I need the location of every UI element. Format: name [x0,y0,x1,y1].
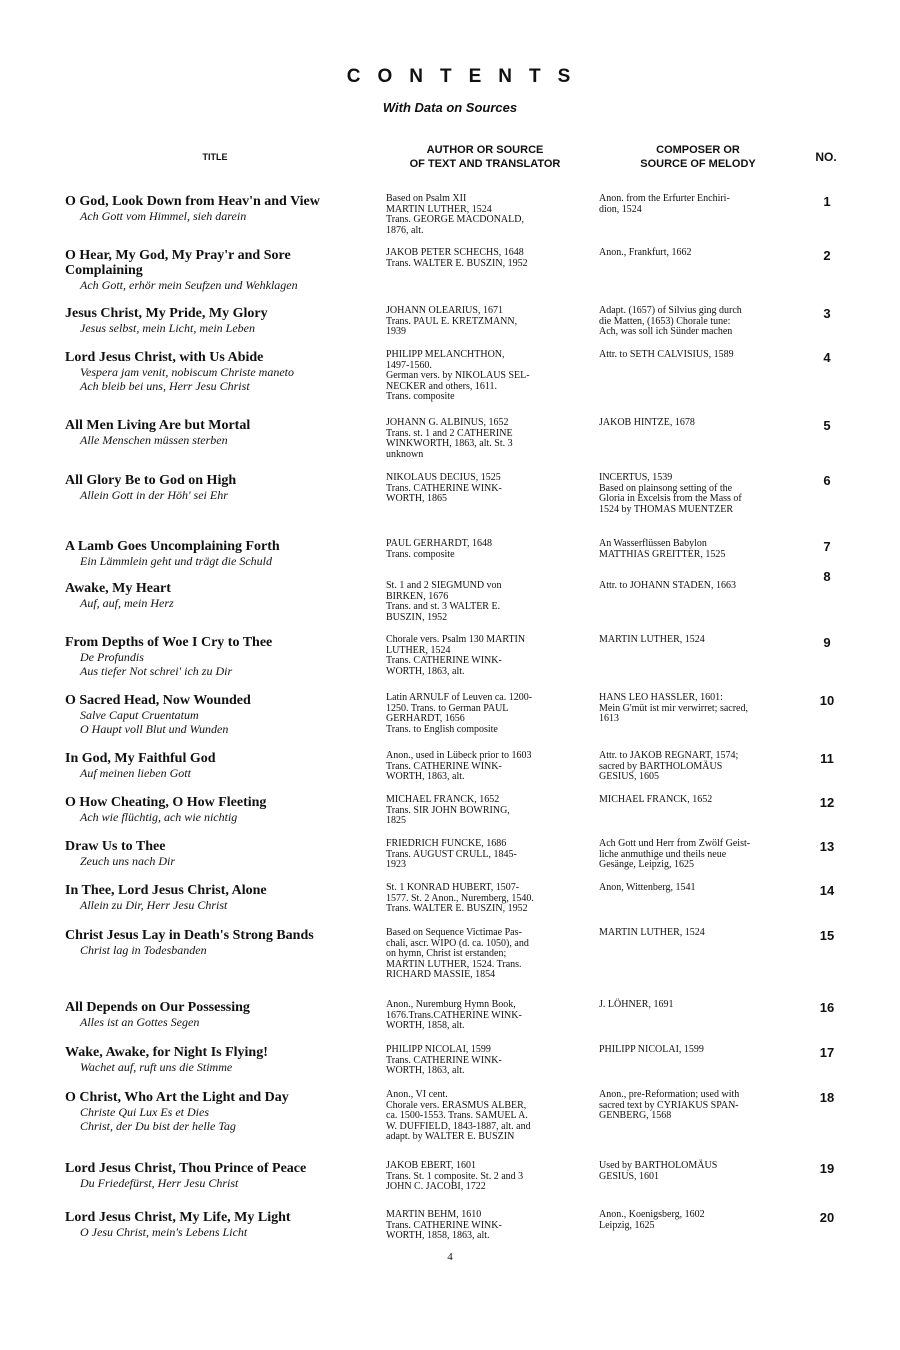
entry-author-source [386,928,581,981]
author-line: WORTH, 1863, alt. [386,771,465,782]
composer-line: J. LÖHNER, 1691 [599,999,674,1010]
column-header-author-line1: AUTHOR OR SOURCE [426,144,544,156]
entry-title: O How Cheating, O How Fleeting [65,795,267,810]
entry-composer-source [599,1161,795,1182]
author-line: 1676.Trans.CATHERINE WINK- [386,1009,522,1021]
entry-original-title: Christe Qui Lux Es et Dies [80,1105,209,1119]
entry-number: 12 [819,795,835,810]
entry-title: A Lamb Goes Uncomplaining Forth [65,539,280,554]
entry-author-source [386,1210,581,1242]
entry-composer-source [599,350,795,361]
entry-title-block [65,635,370,678]
entry-title: Christ Jesus Lay in Death's Strong Bands [65,928,314,943]
entry-title-block [65,795,370,824]
author-line: Based on Psalm XII [386,193,467,204]
author-line: NIKOLAUS DECIUS, 1525 [386,472,501,483]
composer-line: sacred text by CYRIAKUS SPAN- [599,1099,739,1111]
author-line: WORTH, 1863, alt. [386,665,465,677]
entry-original-title: Aus tiefer Not schrei' ich zu Dir [80,664,233,678]
entry-title-block [65,539,370,568]
author-line: St. 1 KONRAD HUBERT, 1507- [386,882,520,893]
entry-number: 9 [823,635,831,650]
author-line: 1825 [386,815,406,826]
entry-title-block [65,248,370,292]
entry-number: 19 [819,1161,835,1176]
entry-original-title: Ach Gott, erhör mein Seufzen und Wehklagen [80,278,298,292]
entry-composer-source [599,839,795,871]
author-line: Trans. CATHERINE WINK- [386,1054,502,1066]
author-line: PAUL GERHARDT, 1648 [386,538,493,549]
column-header-title: TITLE [202,152,228,162]
author-line: Trans. and st. 3 WALTER E. [386,601,501,612]
entry-composer-source [599,248,795,259]
entry-title-block [65,473,370,502]
author-line: Trans. CATHERINE WINK- [386,1219,502,1231]
author-line: WORTH, 1863, alt. [386,1065,465,1076]
entry-title: O Sacred Head, Now Wounded [65,693,251,708]
entry-original-title: Ach wie flüchtig, ach wie nichtig [80,810,238,824]
author-line: Trans. CATHERINE WINK- [386,482,502,494]
entry-author-source [386,539,581,560]
entry-author-source [386,1161,581,1193]
entry-title-block [65,839,370,868]
author-line: RICHARD MASSIE, 1854 [386,969,496,980]
author-line: WORTH, 1865 [386,493,448,504]
entry-number: 4 [823,350,831,365]
author-line: BIRKEN, 1676 [386,590,449,602]
composer-line: liche anmuthige und theils neue [599,848,727,860]
entry-author-source [386,883,581,915]
page-number: 4 [447,1251,453,1263]
author-line: MARTIN LUTHER, 1524. Trans. [386,958,522,970]
composer-line: Leipzig, 1625 [599,1219,655,1231]
entry-original-title: Ach bleib bei uns, Herr Jesu Christ [80,379,250,393]
composer-line: MARTIN LUTHER, 1524 [599,634,705,645]
author-line: MICHAEL FRANCK, 1652 [386,794,500,805]
entry-composer-source [599,751,795,783]
author-line: St. 1 and 2 SIEGMUND von [386,580,502,591]
composer-line: Anon. from the Erfurter Enchiri- [599,193,730,204]
column-header-composer-line2: SOURCE OF MELODY [640,158,756,170]
author-line: JOHANN G. ALBINUS, 1652 [386,417,509,428]
author-line: Trans. WALTER E. BUSZIN, 1952 [386,903,528,914]
entry-original-title: Salve Caput Cruentatum [80,708,199,722]
composer-line: die Matten, (1653) Chorale tune: [599,315,731,327]
author-line: Trans. PAUL E. KRETZMANN, [386,315,518,327]
composer-line: Adapt. (1657) of Silvius ging durch [599,305,742,316]
entry-title: From Depths of Woe I Cry to Thee [65,635,273,650]
entry-author-source [386,839,581,871]
entry-number: 15 [819,928,835,943]
entry-original-title: O Jesu Christ, mein's Lebens Licht [80,1225,248,1239]
author-line: 1497-1560. [386,359,432,371]
entry-title-block [65,928,370,957]
entry-number: 8 [823,569,831,584]
entry-title: Lord Jesus Christ, with Us Abide [65,350,264,365]
entry-title: O God, Look Down from Heav'n and View [65,194,320,209]
entry-composer-source [599,581,795,592]
entry-number: 5 [823,418,831,433]
author-line: WORTH, 1858, 1863, alt. [386,1230,490,1241]
author-line: 1577. St. 2 Anon., Nuremberg, 1540. [386,892,534,904]
entry-title: Awake, My Heart [65,581,171,596]
entry-title: All Glory Be to God on High [65,473,237,488]
entry-composer-source [599,795,795,806]
author-line: LUTHER, 1524 [386,644,451,656]
entry-title: Lord Jesus Christ, My Life, My Light [65,1210,291,1225]
entry-title-block [65,418,370,447]
composer-line: Anon., Koenigsberg, 1602 [599,1209,705,1220]
entry-number: 18 [819,1090,835,1105]
composer-line: dion, 1524 [599,203,642,215]
entry-title: O Christ, Who Art the Light and Day [65,1090,289,1105]
author-line: JAKOB EBERT, 1601 [386,1160,477,1171]
entry-original-title: Ein Lämmlein geht und trägt die Schuld [80,554,272,568]
composer-line: Ach Gott und Herr from Zwölf Geist- [599,838,751,849]
composer-line: MICHAEL FRANCK, 1652 [599,794,713,805]
author-line: Anon., VI cent. [386,1089,448,1100]
composer-line: Mein G'müt ist mir verwirret; sacred, [599,702,748,714]
author-line: Trans. St. 1 composite. St. 2 and 3 [386,1170,524,1182]
entry-author-source [386,751,581,783]
author-line: Trans. WALTER E. BUSZIN, 1952 [386,257,528,269]
entry-original-title: Auf, auf, mein Herz [80,596,174,610]
author-line: WINKWORTH, 1863, alt. St. 3 [386,438,513,449]
page-subtitle: With Data on Sources [382,100,518,115]
author-line: Trans. composite [386,548,455,560]
entry-author-source [386,1090,581,1143]
entry-number: 7 [823,539,831,554]
composer-line: 1613 [599,713,619,724]
entry-composer-source [599,1090,795,1122]
author-line: JOHN C. JACOBI, 1722 [386,1181,486,1192]
author-line: MARTIN LUTHER, 1524 [386,203,492,215]
entry-author-source [386,418,581,460]
author-line: 1923 [386,859,406,870]
author-line: Trans. GEORGE MACDONALD, [386,214,524,225]
author-line: unknown [386,448,424,460]
entry-composer-source [599,1000,795,1011]
entry-original-title: De Profundis [80,650,144,664]
composer-line: sacred by BARTHOLOMÄUS [599,760,723,772]
composer-line: MATTHIAS GREITTER, 1525 [599,548,726,560]
entry-title: In Thee, Lord Jesus Christ, Alone [65,883,267,898]
entry-author-source [386,194,581,236]
entry-title: All Men Living Are but Mortal [65,418,251,433]
entry-title-block [65,1000,370,1029]
entry-author-source [386,635,581,677]
entry-title: Jesus Christ, My Pride, My Glory [65,306,268,321]
column-header-author [390,143,580,171]
entry-title: Wake, Awake, for Night Is Flying! [65,1045,268,1060]
entry-composer-source [599,306,795,338]
author-line: JOHANN OLEARIUS, 1671 [386,305,503,316]
entry-title: All Depends on Our Possessing [65,1000,250,1015]
composer-line: Anon, Wittenberg, 1541 [599,882,696,893]
composer-line: GESIUS, 1605 [599,771,660,782]
column-header-composer-line1: COMPOSER OR [656,144,740,156]
page-title: CONTENTS [346,66,588,87]
composer-line: Attr. to JOHANN STADEN, 1663 [599,580,736,591]
entry-original-title: Du Friedefürst, Herr Jesu Christ [80,1176,239,1190]
author-line: ca. 1500-1553. Trans. SAMUEL A. [386,1110,528,1121]
entry-title: Lord Jesus Christ, Thou Prince of Peace [65,1161,307,1176]
author-line: NECKER and others, 1611. [386,380,498,392]
author-line: BUSZIN, 1952 [386,611,448,623]
entry-number: 2 [823,248,831,263]
entry-original-title: Vespera jam venit, nobiscum Christe maneto [80,365,294,379]
author-line: chali, ascr. WIPO (d. ca. 1050), and [386,937,529,949]
entry-original-title: Auf meinen lieben Gott [80,766,191,780]
author-line: Latin ARNULF of Leuven ca. 1200- [386,692,533,703]
composer-line: GESIUS, 1601 [599,1170,660,1182]
composer-line: Gesänge, Leipzig, 1625 [599,859,694,870]
entry-original-title: Allein Gott in der Höh' sei Ehr [80,488,228,502]
entry-title-block [65,1210,370,1239]
entry-original-title: Alles ist an Gottes Segen [80,1015,200,1029]
composer-line: Based on plainsong setting of the [599,482,733,494]
composer-line: PHILIPP NICOLAI, 1599 [599,1044,704,1055]
entry-original-title: Allein zu Dir, Herr Jesu Christ [80,898,228,912]
composer-line: Attr. to SETH CALVISIUS, 1589 [599,349,734,360]
entry-title-block [65,693,370,736]
author-line: Trans. CATHERINE WINK- [386,655,502,666]
author-line: WORTH, 1858, alt. [386,1020,465,1031]
composer-line: An Wasserflüssen Babylon [599,538,707,549]
entry-number: 1 [823,194,831,209]
author-line: Trans. composite [386,391,455,402]
entry-number: 13 [819,839,835,854]
author-line: Anon., Nuremburg Hymn Book, [386,999,516,1010]
entry-title-block [65,194,370,223]
column-header-number: NO. [815,150,837,164]
entry-original-title: Alle Menschen müssen sterben [80,433,228,447]
author-line: JAKOB PETER SCHECHS, 1648 [386,247,524,258]
author-line: Trans. AUGUST CRULL, 1845- [386,848,517,860]
entry-author-source [386,306,581,338]
entry-author-source [386,248,581,269]
author-line: Based on Sequence Victimae Pas- [386,927,522,938]
entry-composer-source [599,883,795,894]
entry-original-title: Christ, der Du bist der helle Tag [80,1119,236,1133]
entry-number: 16 [819,1000,835,1015]
entry-number: 14 [819,883,835,898]
entry-original-title: Ach Gott vom Himmel, sieh darein [80,209,247,223]
column-header-author-line2: OF TEXT AND TRANSLATOR [409,158,561,170]
entry-author-source [386,473,581,505]
author-line: PHILIPP MELANCHTHON, [386,349,505,360]
author-line: Chorale vers. ERASMUS ALBER, [386,1099,527,1111]
entry-number: 20 [819,1210,835,1225]
composer-line: Attr. to JAKOB REGNART, 1574; [599,750,739,761]
author-line: Trans. SIR JOHN BOWRING, [386,804,510,816]
author-line: Chorale vers. Psalm 130 MARTIN [386,634,526,645]
entry-original-title: Wachet auf, ruft uns die Stimme [80,1060,233,1074]
entry-number: 3 [823,306,831,321]
author-line: Trans. st. 1 and 2 CATHERINE [386,427,513,439]
entry-composer-source [599,418,795,429]
author-line: FRIEDRICH FUNCKE, 1686 [386,838,507,849]
entry-composer-source [599,693,795,725]
entry-author-source [386,350,581,403]
entry-title-block [65,1090,370,1133]
composer-line: Anon., pre-Reformation; used with [599,1089,740,1100]
entry-author-source [386,795,581,827]
entry-title-block [65,1161,370,1190]
composer-line: MARTIN LUTHER, 1524 [599,927,705,938]
author-line: Trans. CATHERINE WINK- [386,760,502,772]
composer-line: GENBERG, 1568 [599,1110,672,1121]
entry-composer-source [599,473,795,515]
author-line: on hymn, Christ ist erstanden; [386,948,507,959]
author-line: Anon., used in Lübeck prior to 1603 [386,750,532,761]
entry-title: In God, My Faithful God [65,751,216,766]
composer-line: Gloria in Excelsis from the Mass of [599,493,742,504]
column-header-composer [598,143,798,171]
entry-composer-source [599,1210,795,1231]
author-line: 1250. Trans. to German PAUL [386,702,509,714]
author-line: 1939 [386,326,406,337]
entry-original-title: Jesus selbst, mein Licht, mein Leben [80,321,255,335]
entry-title-block [65,751,370,780]
entry-author-source [386,693,581,735]
author-line: W. DUFFIELD, 1843-1887, alt. and [386,1120,531,1132]
entry-composer-source [599,1045,795,1056]
entry-author-source [386,581,581,623]
entry-composer-source [599,928,795,939]
entry-title-block [65,581,370,610]
composer-line: Anon., Frankfurt, 1662 [599,247,692,258]
entry-number: 6 [823,473,831,488]
composer-line: 1524 by THOMAS MUENTZER [599,503,733,515]
author-line: adapt. by WALTER E. BUSZIN [386,1131,515,1142]
entry-title-block [65,350,370,393]
author-line: GERHARDT, 1656 [386,713,465,724]
entry-original-title: Christ lag in Todesbanden [80,943,207,957]
composer-line: INCERTUS, 1539 [599,472,673,483]
entry-composer-source [599,539,795,560]
composer-line: Ach, was soll ich Sünder machen [599,326,733,337]
entry-title: O Hear, My God, My Pray'r and Sore Complaining [65,248,291,278]
entry-title-block [65,1045,370,1074]
entry-title-block [65,306,370,335]
entry-author-source [386,1000,581,1032]
author-line: PHILIPP NICOLAI, 1599 [386,1044,491,1055]
composer-line: JAKOB HINTZE, 1678 [599,417,695,428]
entry-number: 11 [820,751,834,766]
author-line: 1876, alt. [386,224,424,236]
entry-composer-source [599,635,795,646]
author-line: German vers. by NIKOLAUS SEL- [386,370,530,381]
entry-number: 10 [819,693,835,708]
entry-title: Draw Us to Thee [65,839,166,854]
entry-original-title: O Haupt voll Blut und Wunden [80,722,229,736]
entry-title-block [65,883,370,912]
author-line: Trans. to English composite [386,723,498,735]
entry-number: 17 [819,1045,835,1060]
entry-composer-source [599,194,795,215]
entry-original-title: Zeuch uns nach Dir [80,854,175,868]
author-line: MARTIN BEHM, 1610 [386,1209,482,1220]
composer-line: HANS LEO HASSLER, 1601: [599,692,723,703]
composer-line: Used by BARTHOLOMÄUS [599,1160,718,1171]
entry-author-source [386,1045,581,1077]
